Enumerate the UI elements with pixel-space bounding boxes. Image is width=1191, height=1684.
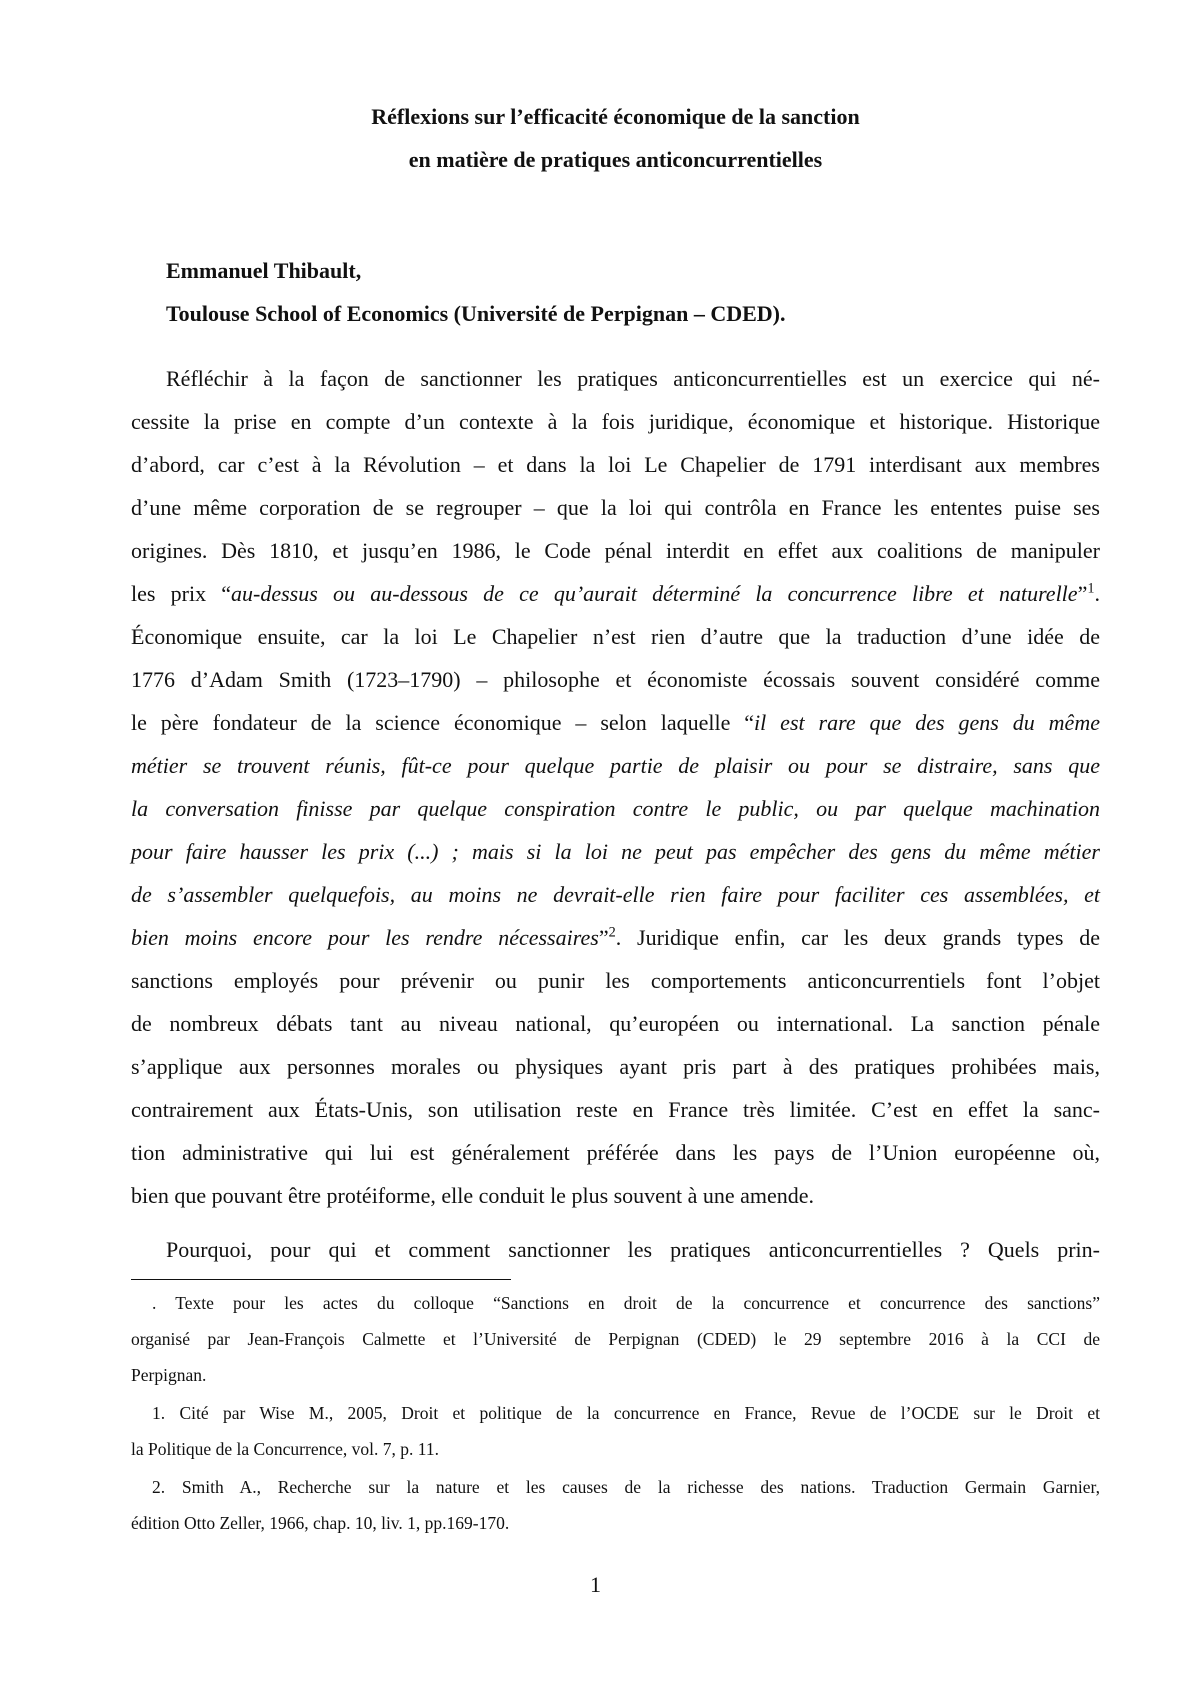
text-segment: Réfléchir à la façon de sanctionner les pratiques anticoncurrentielles est un exercice qui né- — [166, 366, 1100, 391]
paragraphs-line — [131, 581, 1100, 607]
text-segment: contrairement aux États-Unis, son utilisation reste en France très limitée. C’est en effet la sanc- — [131, 1097, 1100, 1122]
text-segment: Perpignan. — [131, 1365, 207, 1385]
paragraphs-line — [131, 452, 1100, 478]
text-segment: 2. Smith A., Recherche sur la nature et les causes de la richesse des nations. Traduction Germain Garnier, — [152, 1477, 1100, 1497]
text-segment: bien que pouvant être protéiforme, elle conduit le plus souvent à une amende. — [131, 1183, 814, 1208]
text-segment: les prix “ — [131, 581, 232, 606]
footnote-ref[interactable]: 1 — [1087, 580, 1095, 597]
author-name: Emmanuel Thibault, — [166, 258, 362, 283]
text-segment: la Politique de la Concurrence, vol. 7, p. 11. — [131, 1439, 439, 1459]
paragraphs-line — [131, 1054, 1100, 1080]
italic-quote: la conversation finisse par quelque conspiration contre le public, ou par quelque machination — [131, 796, 1100, 821]
paragraphs-line — [166, 1237, 1100, 1263]
italic-quote: au-dessus ou au-dessous de ce qu’aurait déterminé la concurrence libre et naturelle — [231, 581, 1078, 606]
paragraphs-line — [131, 1140, 1100, 1166]
text-segment: . Juridique enfin, car les deux grands types de — [615, 925, 1100, 950]
text-segment: s’applique aux personnes morales ou physiques ayant pris part à des pratiques prohibées mais, — [131, 1054, 1100, 1079]
text-segment: Pourquoi, pour qui et comment sanctionner les pratiques anticoncurrentielles ? Quels prin- — [166, 1237, 1100, 1262]
text-segment: tion administrative qui lui est généralement préférée dans les pays de l’Union européenne où, — [131, 1140, 1100, 1165]
paragraphs-line — [131, 1011, 1100, 1037]
italic-quote: métier se trouvent réunis, fût-ce pour quelque partie de plaisir ou pour se distraire, sans que — [131, 753, 1100, 778]
footnotes-line — [131, 1365, 1100, 1386]
footnotes-line — [131, 1329, 1100, 1350]
italic-quote: bien moins encore pour les rendre nécessaires — [131, 925, 599, 950]
title-line-1: Réflexions sur l’efficacité économique de la sanction — [371, 104, 860, 129]
footnotes-line — [152, 1477, 1100, 1498]
title-line-2: en matière de pratiques anticoncurrentielles — [408, 147, 823, 172]
footnotes-line — [152, 1403, 1100, 1424]
italic-quote: il est rare que des gens du même — [754, 710, 1100, 735]
text-segment: origines. Dès 1810, et jusqu’en 1986, le Code pénal interdit en effet aux coalitions de manipuler — [131, 538, 1100, 563]
text-segment: d’abord, car c’est à la Révolution – et dans la loi Le Chapelier de 1791 interdisant aux membres — [131, 452, 1100, 477]
text-segment: d’une même corporation de se regrouper – que la loi qui contrôla en France les ententes puise ses — [131, 495, 1100, 520]
text-segment: . — [1094, 581, 1100, 606]
text-segment: 1776 d’Adam Smith (1723–1790) – philosophe et économiste écossais souvent considéré comme — [131, 667, 1100, 692]
paragraphs-line — [131, 710, 1100, 736]
paragraphs-line — [131, 753, 1100, 779]
footnotes-line — [131, 1513, 1100, 1534]
text-segment: organisé par Jean-François Calmette et l’Université de Perpignan (CDED) le 29 septembre 2016 à la CCI de — [131, 1329, 1100, 1349]
text-segment: cessite la prise en compte d’un contexte à la fois juridique, économique et historique. Historique — [131, 409, 1100, 434]
text-segment: ” — [598, 925, 609, 950]
text-segment: . Texte pour les actes du colloque “Sanctions en droit de la concurrence et concurrence des sanctions” — [152, 1293, 1100, 1313]
text-segment: de nombreux débats tant au niveau national, qu’européen ou international. La sanction pénale — [131, 1011, 1100, 1036]
paragraphs-line — [131, 1183, 1100, 1209]
paragraphs-line — [131, 1097, 1100, 1123]
footnote-rule — [131, 1279, 511, 1280]
text-segment: Économique ensuite, car la loi Le Chapelier n’est rien d’autre que la traduction d’une idée de — [131, 624, 1100, 649]
paragraphs-line — [131, 495, 1100, 521]
text-segment: le père fondateur de la science économique – selon laquelle “ — [131, 710, 755, 735]
text-segment: 1. Cité par Wise M., 2005, Droit et politique de la concurrence en France, Revue de l’OCDE sur le Droit et — [152, 1403, 1100, 1423]
author-affiliation: Toulouse School of Economics (Université de Perpignan – CDED). — [166, 301, 786, 326]
paragraphs-line — [131, 968, 1100, 994]
footnote-ref[interactable]: 2 — [608, 924, 616, 941]
paragraphs-line — [166, 366, 1100, 392]
text-segment: sanctions employés pour prévenir ou punir les comportements anticoncurrentiels font l’objet — [131, 968, 1100, 993]
paragraphs-line — [131, 839, 1100, 865]
italic-quote: pour faire hausser les prix (...) ; mais si la loi ne peut pas empêcher des gens du même métier — [131, 839, 1100, 864]
paragraphs-line — [131, 538, 1100, 564]
paragraphs-line — [131, 925, 1100, 951]
footnotes-line — [131, 1439, 1100, 1460]
paragraphs-line — [131, 409, 1100, 435]
text-segment: édition Otto Zeller, 1966, chap. 10, liv. 1, pp.169-170. — [131, 1513, 510, 1533]
paragraphs-line — [131, 796, 1100, 822]
paragraphs-line — [131, 667, 1100, 693]
text-segment: ” — [1077, 581, 1088, 606]
page-number: 1 — [590, 1572, 601, 1597]
paragraphs-line — [131, 882, 1100, 908]
paragraphs-line — [131, 624, 1100, 650]
footnotes-line — [152, 1293, 1100, 1314]
italic-quote: de s’assembler quelquefois, au moins ne devrait-elle rien faire pour faciliter ces assemblées, et — [131, 882, 1100, 907]
